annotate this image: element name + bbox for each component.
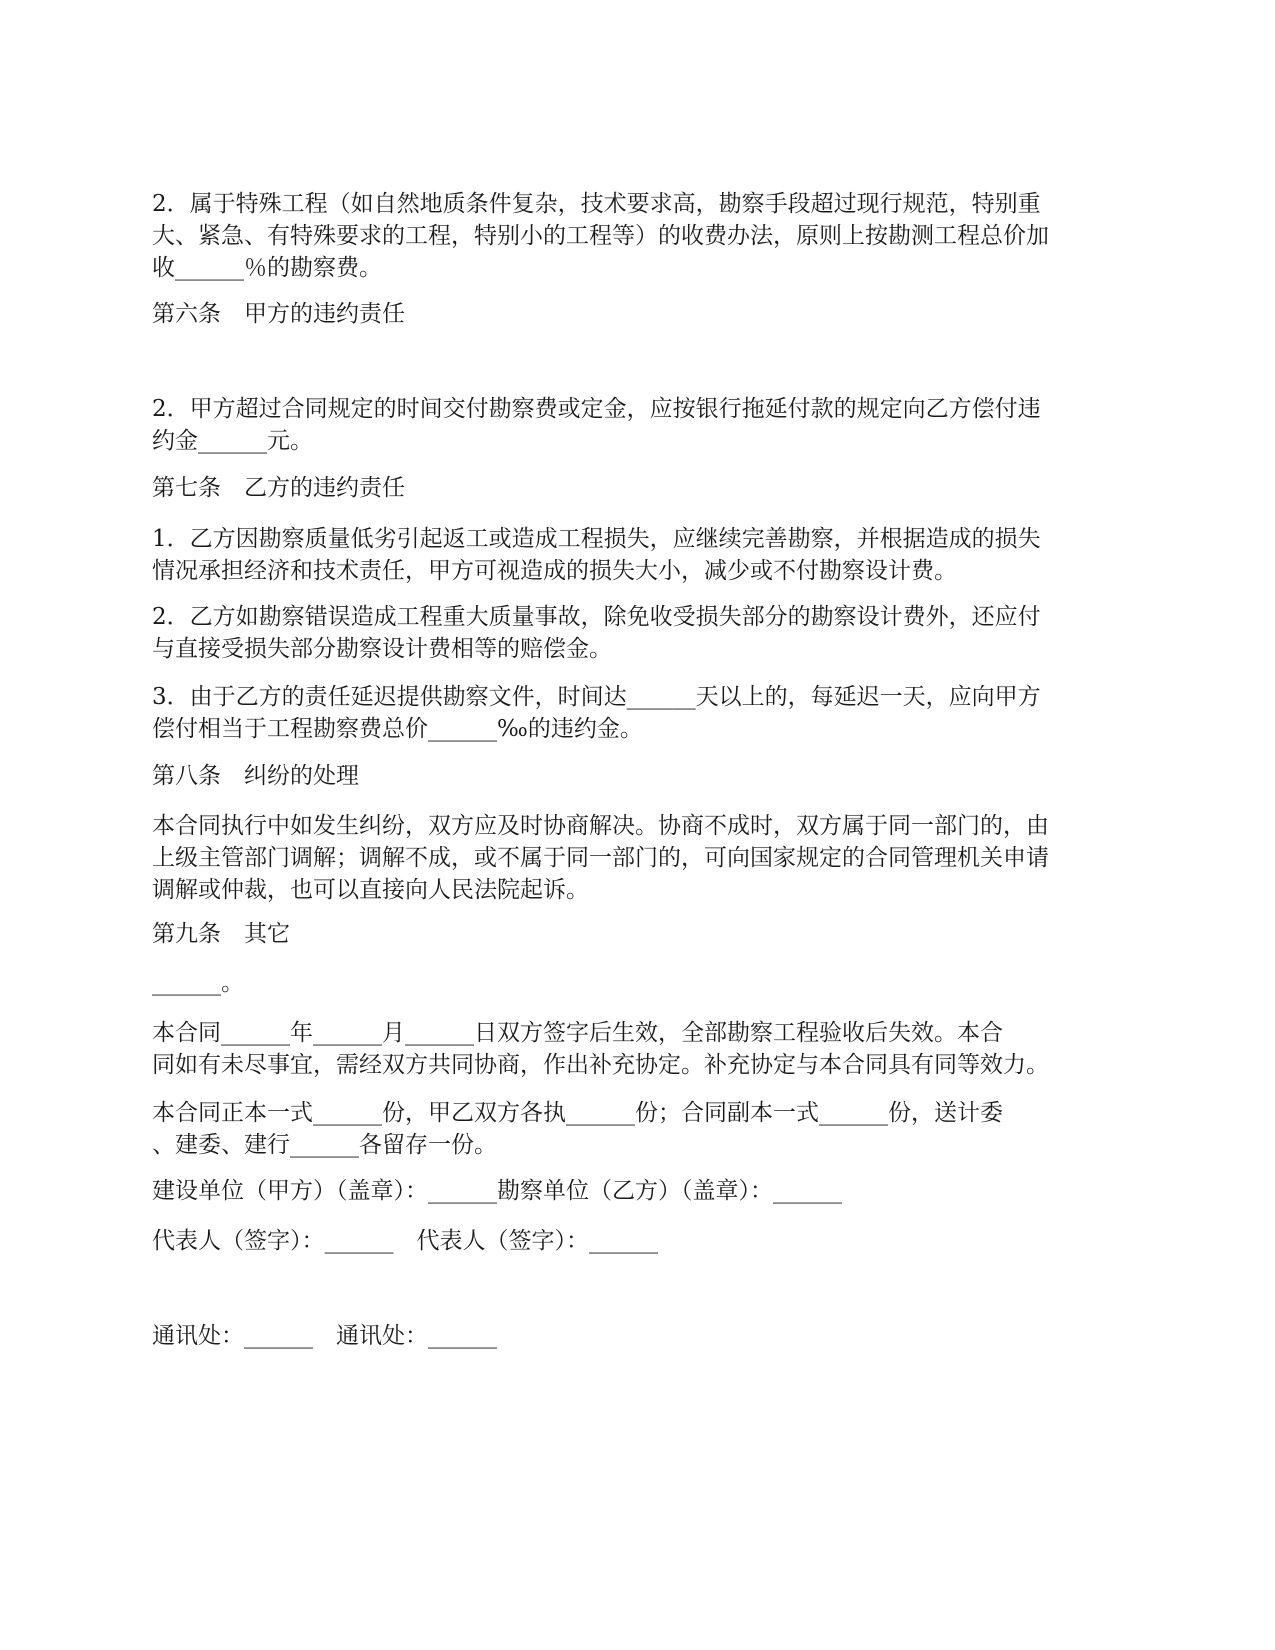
clause-party-b-quality [152,523,1132,587]
article-8-heading: 第八条 纠纷的处理 [152,763,359,789]
clause-dispute-resolution [152,810,1132,906]
text-line: 同如有未尽事宜，需经双方共同协商，作出补充协定。补充协定与本合同具有同等效力。 [152,1052,1049,1078]
text-line: 调解或仲裁，也可以直接向人民法院起诉。 [152,877,589,903]
text-line: 上级主管部门调解；调解不成，或不属于同一部门的，可向国家规定的合同管理机关申请 [152,845,1049,871]
clause-special-engineering-fee [152,188,1132,284]
article-7-heading: 第七条 乙方的违约责任 [152,475,405,501]
text-line: 大、紧急、有特殊要求的工程，特别小的工程等）的收费办法，原则上按勘测工程总价加 [152,223,1049,249]
text-line: 2．乙方如勘察错误造成工程重大质量事故，除免收受损失部分的勘察设计费外，还应付 [152,604,1041,630]
clause-party-b-accident [152,601,1132,665]
text-line: 偿付相当于工程勘察费总价______‰的违约金。 [152,716,643,742]
text-line: 情况承担经济和技术责任，甲方可视造成的损失大小，减少或不付勘察设计费。 [152,558,957,584]
text-line: 1．乙方因勘察质量低劣引起返工或造成工程损失，应继续完善勘察，并根据造成的损失 [152,526,1041,552]
text-line: 本合同执行中如发生纠纷，双方应及时协商解决。协商不成时，双方属于同一部门的，由 [152,813,1049,839]
signature-representatives: 代表人（签字）：______ 代表人（签字）：______ [152,1228,658,1254]
text-line: 3．由于乙方的责任延迟提供勘察文件，时间达______天以上的，每延迟一天，应向甲方 [152,684,1041,710]
text-line: 约金______元。 [152,428,313,454]
text-line: 收______％的勘察费。 [152,255,382,281]
signature-addresses: 通讯处：______ 通讯处：______ [152,1323,497,1349]
clause-party-a-late-payment [152,393,1132,457]
clause-effective-date [152,1017,1132,1081]
text-line: 2．属于特殊工程（如自然地质条件复杂，技术要求高，勘察手段超过现行规范，特别重 [152,191,1041,217]
text-line: 本合同______年______月______日双方签字后生效，全部勘察工程验收后失效。本合 [152,1020,1003,1046]
text-line: 本合同正本一式______份，甲乙双方各执______份；合同副本一式______份，送计委 [152,1100,1003,1126]
clause-copies [152,1097,1132,1161]
article-6-heading: 第六条 甲方的违约责任 [152,301,405,327]
text-line: 、建委、建行______各留存一份。 [152,1132,497,1158]
text-line: 2．甲方超过合同规定的时间交付勘察费或定金，应按银行拖延付款的规定向乙方偿付违 [152,396,1041,422]
signature-units: 建设单位（甲方）（盖章）：______勘察单位（乙方）（盖章）：______ [152,1178,842,1204]
article-9-heading: 第九条 其它 [152,921,290,947]
clause-party-b-delay [152,681,1132,745]
text-line: 与直接受损失部分勘察设计费相等的赔偿金。 [152,636,612,662]
clause-other-blank: ______。 [152,970,244,996]
